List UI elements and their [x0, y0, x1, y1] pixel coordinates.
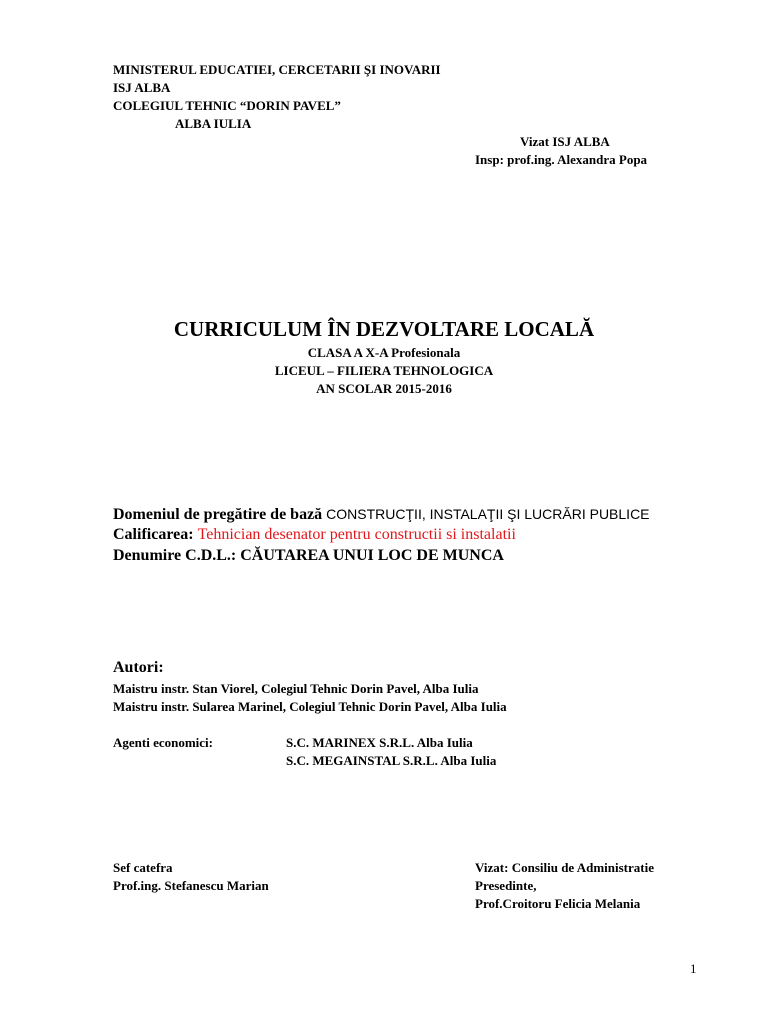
city-line: ALBA IULIA: [175, 116, 252, 131]
page-number: 1: [690, 961, 697, 976]
signature-right-line3: Prof.Croitoru Felicia Melania: [475, 896, 641, 911]
document-title: CURRICULUM ÎN DEZVOLTARE LOCALĂ: [173, 317, 595, 341]
author-2: Maistru instr. Sularea Marinel, Colegiul Tehnic Dorin Pavel, Alba Iulia: [113, 699, 507, 714]
college-line: COLEGIUL TEHNIC “DORIN PAVEL”: [113, 98, 341, 113]
isj-line: ISJ ALBA: [113, 80, 171, 95]
signature-left-role: Sef catefra: [113, 860, 173, 875]
signature-right-line1: Vizat: Consiliu de Administratie: [475, 860, 654, 875]
approval-vizat: Vizat ISJ ALBA: [520, 134, 610, 149]
domain-value: CONSTRUCŢII, INSTALAŢII ŞI LUCRĂRI PUBLICE: [326, 506, 650, 522]
agent-2: S.C. MEGAINSTAL S.R.L. Alba Iulia: [286, 753, 497, 768]
signature-left-name: Prof.ing. Stefanescu Marian: [113, 878, 269, 893]
author-1: Maistru instr. Stan Viorel, Colegiul Tehnic Dorin Pavel, Alba Iulia: [113, 681, 479, 696]
agent-1: S.C. MARINEX S.R.L. Alba Iulia: [286, 735, 473, 750]
qualification-label: Calificarea:: [113, 526, 194, 543]
signature-right-line2: Presedinte,: [475, 878, 537, 893]
domain-line: [113, 504, 650, 525]
qualification-line: [113, 525, 516, 545]
cdl-line: [113, 546, 504, 566]
class-line: CLASA A X-A Profesionala: [307, 345, 461, 360]
cdl-label: Denumire C.D.L.:: [113, 547, 237, 564]
authors-heading: Autori:: [113, 659, 164, 676]
agents-label: Agenti economici:: [113, 735, 214, 750]
ministry-line: MINISTERUL EDUCATIEI, CERCETARII ŞI INOVARII: [113, 62, 441, 77]
liceu-line: LICEUL – FILIERA TEHNOLOGICA: [274, 363, 494, 378]
school-year-line: AN SCOLAR 2015-2016: [316, 381, 452, 396]
approval-inspector: Insp: prof.ing. Alexandra Popa: [475, 152, 648, 167]
cdl-value: CĂUTAREA UNUI LOC DE MUNCA: [240, 547, 504, 564]
qualification-value: Tehnician desenator pentru constructii si instalatii: [197, 526, 516, 543]
domain-label: Domeniul de pregătire de bază: [113, 506, 323, 523]
